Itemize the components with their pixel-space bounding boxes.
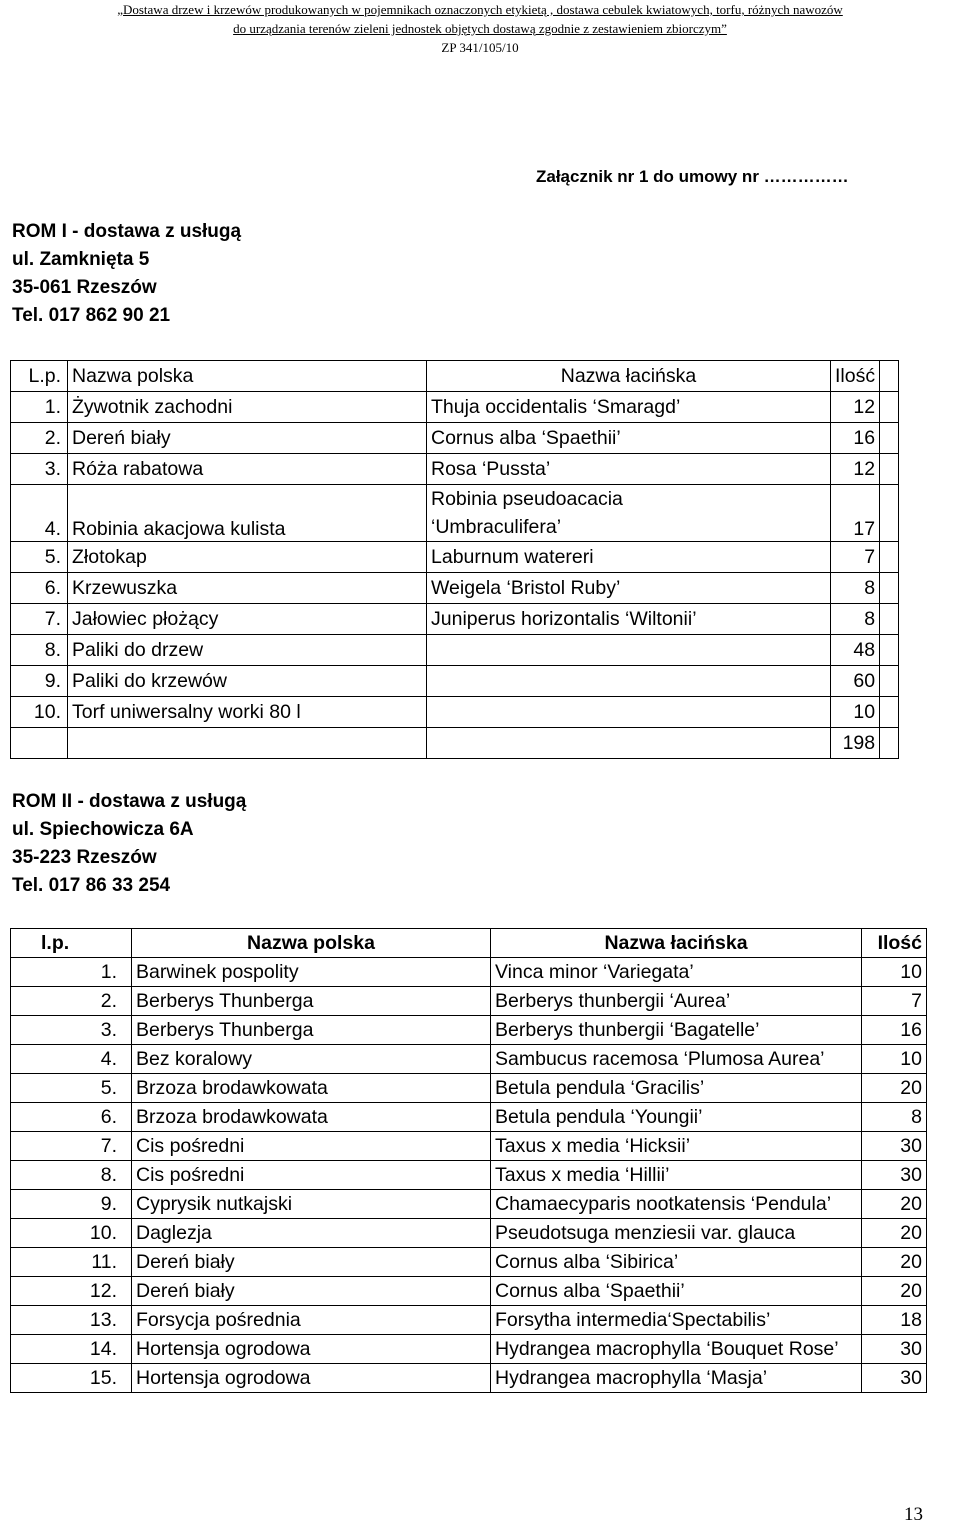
extra-cell (880, 454, 899, 485)
row-latin-name: Weigela ‘Bristol Ruby’ (427, 573, 831, 604)
extra-cell (880, 542, 899, 573)
row-polish-name: Daglezja (132, 1219, 491, 1248)
row-quantity: 60 (831, 666, 880, 697)
row-latin-name: Vinca minor ‘Variegata’ (491, 958, 862, 987)
row-latin-name (427, 485, 831, 542)
annex-title: Załącznik nr 1 do umowy nr …………… (536, 167, 849, 186)
row-quantity: 20 (862, 1074, 927, 1103)
latin-line-1: Robinia pseudoacacia (431, 488, 623, 510)
row-quantity: 30 (862, 1335, 927, 1364)
table-row (11, 485, 899, 542)
row-latin-name: Hydrangea macrophylla ‘Bouquet Rose’ (491, 1335, 862, 1364)
row-lp: 13. (11, 1306, 132, 1335)
table-row (11, 635, 899, 666)
row-polish-name: Róża rabatowa (68, 454, 427, 485)
header-latin-name: Nazwa łacińska (427, 361, 831, 392)
address-line: ul. Zamknięta 5 (12, 249, 150, 270)
row-quantity: 20 (862, 1277, 927, 1306)
table-row (11, 1016, 927, 1045)
row-lp: 9. (11, 1190, 132, 1219)
row-latin-name: Cornus alba ‘Spaethii’ (427, 423, 831, 454)
row-latin-name: Berberys thunbergii ‘Bagatelle’ (491, 1016, 862, 1045)
extra-cell (880, 573, 899, 604)
table-row (11, 423, 899, 454)
row-latin-name: Cornus alba ‘Sibirica’ (491, 1248, 862, 1277)
table-row (11, 1045, 927, 1074)
row-polish-name: Barwinek pospolity (132, 958, 491, 987)
address-line: Tel. 017 86 33 254 (12, 875, 171, 896)
header-quantity: Ilość (862, 929, 927, 958)
row-polish-name: Bez koralowy (132, 1045, 491, 1074)
address-line: ROM II - dostawa z usługą (12, 791, 247, 812)
row-latin-name: Hydrangea macrophylla ‘Masja’ (491, 1364, 862, 1393)
extra-cell (880, 485, 899, 542)
section1-address (12, 218, 241, 330)
row-latin-name (427, 666, 831, 697)
extra-cell (880, 728, 899, 759)
row-latin-name: Chamaecyparis nootkatensis ‘Pendula’ (491, 1190, 862, 1219)
table-row (11, 1335, 927, 1364)
document-header (0, 0, 960, 57)
row-quantity: 17 (831, 485, 880, 542)
row-lp: 6. (11, 1103, 132, 1132)
row-quantity: 10 (831, 697, 880, 728)
row-latin-name: Betula pendula ‘Youngii’ (491, 1103, 862, 1132)
row-lp: 1. (11, 958, 132, 987)
header-latin-name: Nazwa łacińska (491, 929, 862, 958)
row-latin-name (427, 635, 831, 666)
extra-cell (880, 361, 899, 392)
row-lp: 3. (11, 454, 68, 485)
empty-cell (427, 728, 831, 759)
row-lp: 11. (11, 1248, 132, 1277)
row-lp: 4. (11, 1045, 132, 1074)
row-lp: 5. (11, 1074, 132, 1103)
total-row (11, 728, 899, 759)
row-quantity: 20 (862, 1190, 927, 1219)
row-latin-name: Berberys thunbergii ‘Aurea’ (491, 987, 862, 1016)
header-quantity: Ilość (831, 361, 880, 392)
row-polish-name: Berberys Thunberga (132, 1016, 491, 1045)
table-row (11, 1161, 927, 1190)
row-polish-name: Torf uniwersalny worki 80 l (68, 697, 427, 728)
table-row (11, 1277, 927, 1306)
row-latin-name: Thuja occidentalis ‘Smaragd’ (427, 392, 831, 423)
row-polish-name: Dereń biały (132, 1248, 491, 1277)
table-row (11, 666, 899, 697)
row-lp: 8. (11, 635, 68, 666)
row-lp: 15. (11, 1364, 132, 1393)
row-quantity: 8 (831, 604, 880, 635)
row-quantity: 20 (862, 1248, 927, 1277)
table-row (11, 573, 899, 604)
row-lp: 1. (11, 392, 68, 423)
row-quantity: 30 (862, 1132, 927, 1161)
header-line-1: „Dostawa drzew i krzewów produkowanych w pojemnikach oznaczonych etykietą , dostawa cebulek kwiatowych, torfu, różnych nawozów (117, 2, 843, 17)
row-lp: 9. (11, 666, 68, 697)
row-polish-name: Dereń biały (132, 1277, 491, 1306)
header-lp: l.p. (11, 929, 132, 958)
address-line: ROM I - dostawa z usługą (12, 221, 242, 242)
table-row (11, 604, 899, 635)
table-row (11, 1132, 927, 1161)
row-quantity: 18 (862, 1306, 927, 1335)
address-line: Tel. 017 862 90 21 (12, 305, 171, 326)
row-quantity: 12 (831, 454, 880, 485)
address-line: 35-223 Rzeszów (12, 847, 157, 868)
row-polish-name: Berberys Thunberga (132, 987, 491, 1016)
row-polish-name: Żywotnik zachodni (68, 392, 427, 423)
extra-cell (880, 604, 899, 635)
row-polish-name: Paliki do drzew (68, 635, 427, 666)
table-row (11, 987, 927, 1016)
table-row (11, 1248, 927, 1277)
row-lp: 12. (11, 1277, 132, 1306)
header-polish-name: Nazwa polska (132, 929, 491, 958)
table-row (11, 697, 899, 728)
row-lp: 7. (11, 604, 68, 635)
row-polish-name: Paliki do krzewów (68, 666, 427, 697)
table-row (11, 454, 899, 485)
row-lp: 6. (11, 573, 68, 604)
row-polish-name: Robinia akacjowa kulista (68, 485, 427, 542)
row-lp: 10. (11, 697, 68, 728)
row-lp: 2. (11, 423, 68, 454)
address-line: 35-061 Rzeszów (12, 277, 157, 298)
row-polish-name: Brzoza brodawkowata (132, 1074, 491, 1103)
table-header-row (11, 929, 927, 958)
table-row (11, 392, 899, 423)
total-quantity: 198 (831, 728, 880, 759)
header-line-3: ZP 341/105/10 (441, 40, 519, 55)
row-quantity: 16 (831, 423, 880, 454)
row-latin-name: Rosa ‘Pussta’ (427, 454, 831, 485)
header-line-2: do urządzania terenów zieleni jednostek objętych dostawą zgodnie z zestawieniem zbiorczym” (233, 21, 727, 36)
row-lp: 4. (11, 485, 68, 542)
address-line: ul. Spiechowicza 6A (12, 819, 194, 840)
extra-cell (880, 666, 899, 697)
row-quantity: 16 (862, 1016, 927, 1045)
extra-cell (880, 423, 899, 454)
extra-cell (880, 635, 899, 666)
row-polish-name: Forsycja pośrednia (132, 1306, 491, 1335)
row-polish-name: Hortensja ogrodowa (132, 1335, 491, 1364)
row-quantity: 48 (831, 635, 880, 666)
row-latin-name: Taxus x media ‘Hicksii’ (491, 1132, 862, 1161)
row-quantity: 30 (862, 1364, 927, 1393)
row-latin-name: Cornus alba ‘Spaethii’ (491, 1277, 862, 1306)
empty-cell (68, 728, 427, 759)
row-lp: 2. (11, 987, 132, 1016)
table-row (11, 542, 899, 573)
extra-cell (880, 392, 899, 423)
row-polish-name: Hortensja ogrodowa (132, 1364, 491, 1393)
row-polish-name: Krzewuszka (68, 573, 427, 604)
page-number: 13 (904, 1504, 923, 1525)
row-latin-name: Sambucus racemosa ‘Plumosa Aurea’ (491, 1045, 862, 1074)
row-polish-name: Brzoza brodawkowata (132, 1103, 491, 1132)
row-latin-name: Betula pendula ‘Gracilis’ (491, 1074, 862, 1103)
row-quantity: 20 (862, 1219, 927, 1248)
row-quantity: 7 (862, 987, 927, 1016)
latin-line-2: ‘Umbraculifera’ (431, 516, 562, 538)
empty-cell (11, 728, 68, 759)
row-lp: 5. (11, 542, 68, 573)
row-quantity: 10 (862, 958, 927, 987)
row-lp: 14. (11, 1335, 132, 1364)
header-polish-name: Nazwa polska (68, 361, 427, 392)
row-lp: 10. (11, 1219, 132, 1248)
extra-cell (880, 697, 899, 728)
section2-table (10, 928, 927, 1393)
row-quantity: 8 (831, 573, 880, 604)
row-lp: 3. (11, 1016, 132, 1045)
table-row (11, 1306, 927, 1335)
row-quantity: 12 (831, 392, 880, 423)
row-lp: 7. (11, 1132, 132, 1161)
row-lp: 8. (11, 1161, 132, 1190)
row-latin-name: Forsytha intermedia‘Spectabilis’ (491, 1306, 862, 1335)
table-row (11, 1364, 927, 1393)
row-quantity: 7 (831, 542, 880, 573)
table-row (11, 1074, 927, 1103)
section1-table (10, 360, 899, 759)
table-header-row (11, 361, 899, 392)
row-latin-name: Pseudotsuga menziesii var. glauca (491, 1219, 862, 1248)
table-row (11, 1190, 927, 1219)
row-quantity: 30 (862, 1161, 927, 1190)
row-latin-name: Laburnum watereri (427, 542, 831, 573)
table-row (11, 1219, 927, 1248)
row-quantity: 10 (862, 1045, 927, 1074)
row-quantity: 8 (862, 1103, 927, 1132)
row-polish-name: Cyprysik nutkajski (132, 1190, 491, 1219)
table-row (11, 1103, 927, 1132)
row-latin-name: Taxus x media ‘Hillii’ (491, 1161, 862, 1190)
row-polish-name: Cis pośredni (132, 1132, 491, 1161)
row-polish-name: Dereń biały (68, 423, 427, 454)
row-polish-name: Cis pośredni (132, 1161, 491, 1190)
row-polish-name: Złotokap (68, 542, 427, 573)
table-row (11, 958, 927, 987)
row-latin-name: Juniperus horizontalis ‘Wiltonii’ (427, 604, 831, 635)
header-lp: L.p. (11, 361, 68, 392)
row-polish-name: Jałowiec płożący (68, 604, 427, 635)
row-latin-name (427, 697, 831, 728)
section2-address (12, 788, 246, 900)
